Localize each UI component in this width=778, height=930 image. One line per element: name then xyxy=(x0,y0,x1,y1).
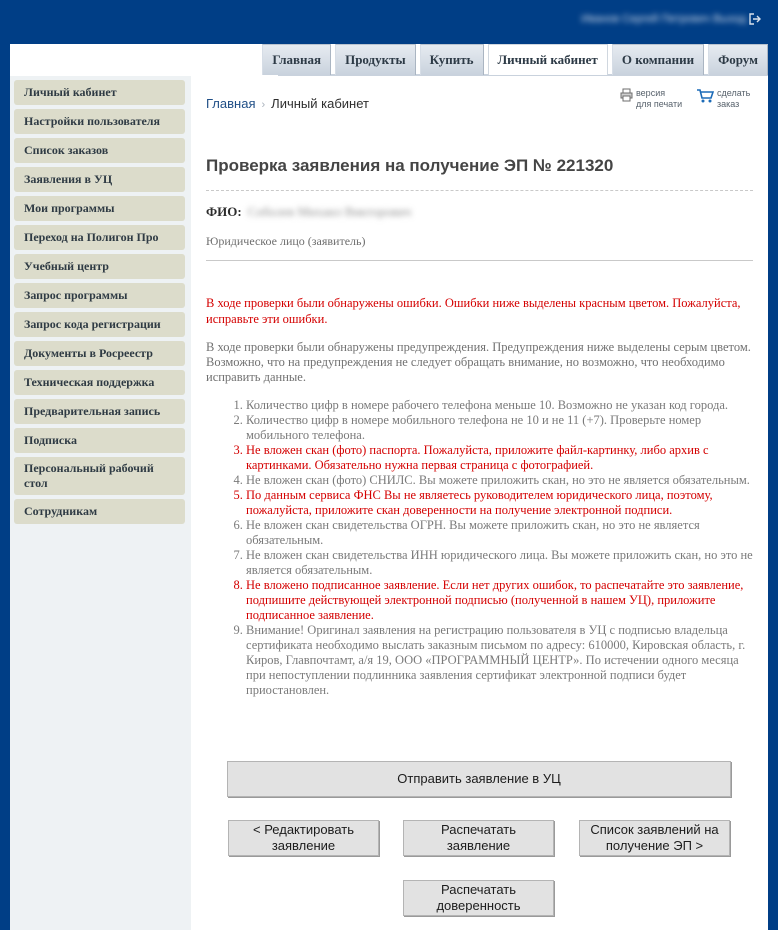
fio-row xyxy=(206,204,411,220)
logout-icon[interactable] xyxy=(748,12,762,26)
fio-label: ФИО: xyxy=(206,204,242,219)
error-intro: В ходе проверки были обнаружены ошибки. Ошибки ниже выделены красным цветом. Пожалуйста, исправьте эти ошибки. xyxy=(206,296,741,326)
issue-item: 6. Не вложен скан свидетельства ОГРН. Вы можете приложить скан, но это не является обязательным. xyxy=(246,518,753,548)
sidebar-item[interactable]: Личный кабинет xyxy=(14,80,185,105)
print-power-of-attorney-button[interactable] xyxy=(403,880,554,916)
main-nav xyxy=(258,44,768,75)
sidebar-item[interactable]: Документы в Росреестр xyxy=(14,341,185,366)
issues-list xyxy=(206,398,753,698)
sidebar-item[interactable]: Настройки пользователя xyxy=(14,109,185,134)
divider xyxy=(206,260,753,261)
breadcrumb xyxy=(206,96,369,111)
issue-item: 5. По данным сервиса ФНС Вы не являетесь руководителем юридического лица, поэтому, пожалуйста, приложите скан доверенности на получение электронной подписи. xyxy=(246,488,753,518)
sidebar-item[interactable]: Мои программы xyxy=(14,196,185,221)
issue-item: 8. Не вложено подписанное заявление. Если нет других ошибок, то распечатайте это заявление, подпишите действующей электронной подписью (полученной в нашем УЦ), приложите подписанное заявление. xyxy=(246,578,753,623)
sidebar-item[interactable]: Учебный центр xyxy=(14,254,185,279)
sidebar-item[interactable]: Переход на Полигон Про xyxy=(14,225,185,250)
order-label: сделать xyxy=(717,88,751,98)
print-app-label: Распечатать заявление xyxy=(440,822,516,853)
sidebar-item[interactable]: Персональный рабочий стол xyxy=(14,457,185,495)
print-label-2: для печати xyxy=(636,99,683,109)
print-application-button[interactable] xyxy=(403,820,554,856)
power-label: Распечатать доверенность xyxy=(436,882,521,913)
top-bar xyxy=(0,0,778,44)
tab-0[interactable]: Главная xyxy=(262,44,331,75)
sidebar-item[interactable]: Запрос кода регистрации xyxy=(14,312,185,337)
issue-item: 7. Не вложен скан свидетельства ИНН юридического лица. Вы можете приложить скан, но это не является обязательным. xyxy=(246,548,753,578)
page-title: Проверка заявления на получение ЭП № 221320 xyxy=(206,156,614,175)
tab-4[interactable]: О компании xyxy=(612,44,704,75)
divider xyxy=(206,190,753,191)
edit-application-button[interactable] xyxy=(228,820,379,856)
send-application-button[interactable] xyxy=(227,761,731,797)
breadcrumb-current: Личный кабинет xyxy=(271,96,369,111)
sidebar-item[interactable]: Подписка xyxy=(14,428,185,453)
warning-intro: В ходе проверки были обнаружены предупреждения. Предупреждения ниже выделены серым цветом. Возможно, что на предупреждения не следует обращать внимание, но возможно, что необходимо исправить данные. xyxy=(206,340,751,384)
applications-list-button[interactable] xyxy=(579,820,730,856)
list-label: Список заявлений на получение ЭП > xyxy=(590,822,719,853)
tab-3[interactable]: Личный кабинет xyxy=(488,44,608,75)
issue-item: 4. Не вложен скан (фото) СНИЛС. Вы можете приложить скан, но это не является обязательным. xyxy=(246,473,753,488)
send-label: Отправить заявление в УЦ xyxy=(397,771,561,786)
sidebar-item[interactable]: Предварительная запись xyxy=(14,399,185,424)
issue-item: 1. Количество цифр в номере рабочего телефона меньше 10. Возможно не указан код города. xyxy=(246,398,753,413)
print-version-link[interactable] xyxy=(620,88,682,110)
print-label: версия xyxy=(636,88,666,98)
printer-icon xyxy=(620,88,633,102)
sidebar-item[interactable]: Техническая поддержка xyxy=(14,370,185,395)
sidebar xyxy=(14,80,185,528)
sidebar-item[interactable]: Список заказов xyxy=(14,138,185,163)
order-label-2: заказ xyxy=(717,99,740,109)
sidebar-item[interactable]: Сотрудникам xyxy=(14,499,185,524)
user-info[interactable]: Иванов Сергей Петрович Выход xyxy=(581,13,746,25)
breadcrumb-home[interactable]: Главная xyxy=(206,96,256,111)
page xyxy=(10,44,768,930)
issue-item: 9. Внимание! Оригинал заявления на регистрацию пользователя в УЦ с подписью владельца сертификата необходимо выслать заказным письмом по адресу: 610000, Кировская область, г. Киров, Главпочтамт, а/я 19, ООО «ПРОГРАММНЫЙ ЦЕНТР». По истечении одного месяца при непоступлении подлинника заявления сертификат электронной подписи будет приостановлен. xyxy=(246,623,753,698)
sidebar-item[interactable]: Заявления в УЦ xyxy=(14,167,185,192)
tab-1[interactable]: Продукты xyxy=(335,44,416,75)
cart-icon xyxy=(696,88,714,103)
issue-item: 3. Не вложен скан (фото) паспорта. Пожалуйста, приложите файл-картинку, либо архив с картинками. Обязательно нужна первая страница с фотографией. xyxy=(246,443,753,473)
applicant-role: Юридическое лицо (заявитель) xyxy=(206,234,366,248)
issue-item: 2. Количество цифр в номере мобильного телефона не 10 и не 11 (+7). Проверьте номер мобильного телефона. xyxy=(246,413,753,443)
breadcrumb-separator: › xyxy=(261,99,266,111)
tab-5[interactable]: Форум xyxy=(708,44,768,75)
edit-label: < Редактировать заявление xyxy=(252,822,354,853)
fio-value: Соболев Михаил Викторович xyxy=(247,204,412,219)
tab-2[interactable]: Купить xyxy=(420,44,484,75)
make-order-link[interactable] xyxy=(696,88,750,110)
sidebar-item[interactable]: Запрос программы xyxy=(14,283,185,308)
